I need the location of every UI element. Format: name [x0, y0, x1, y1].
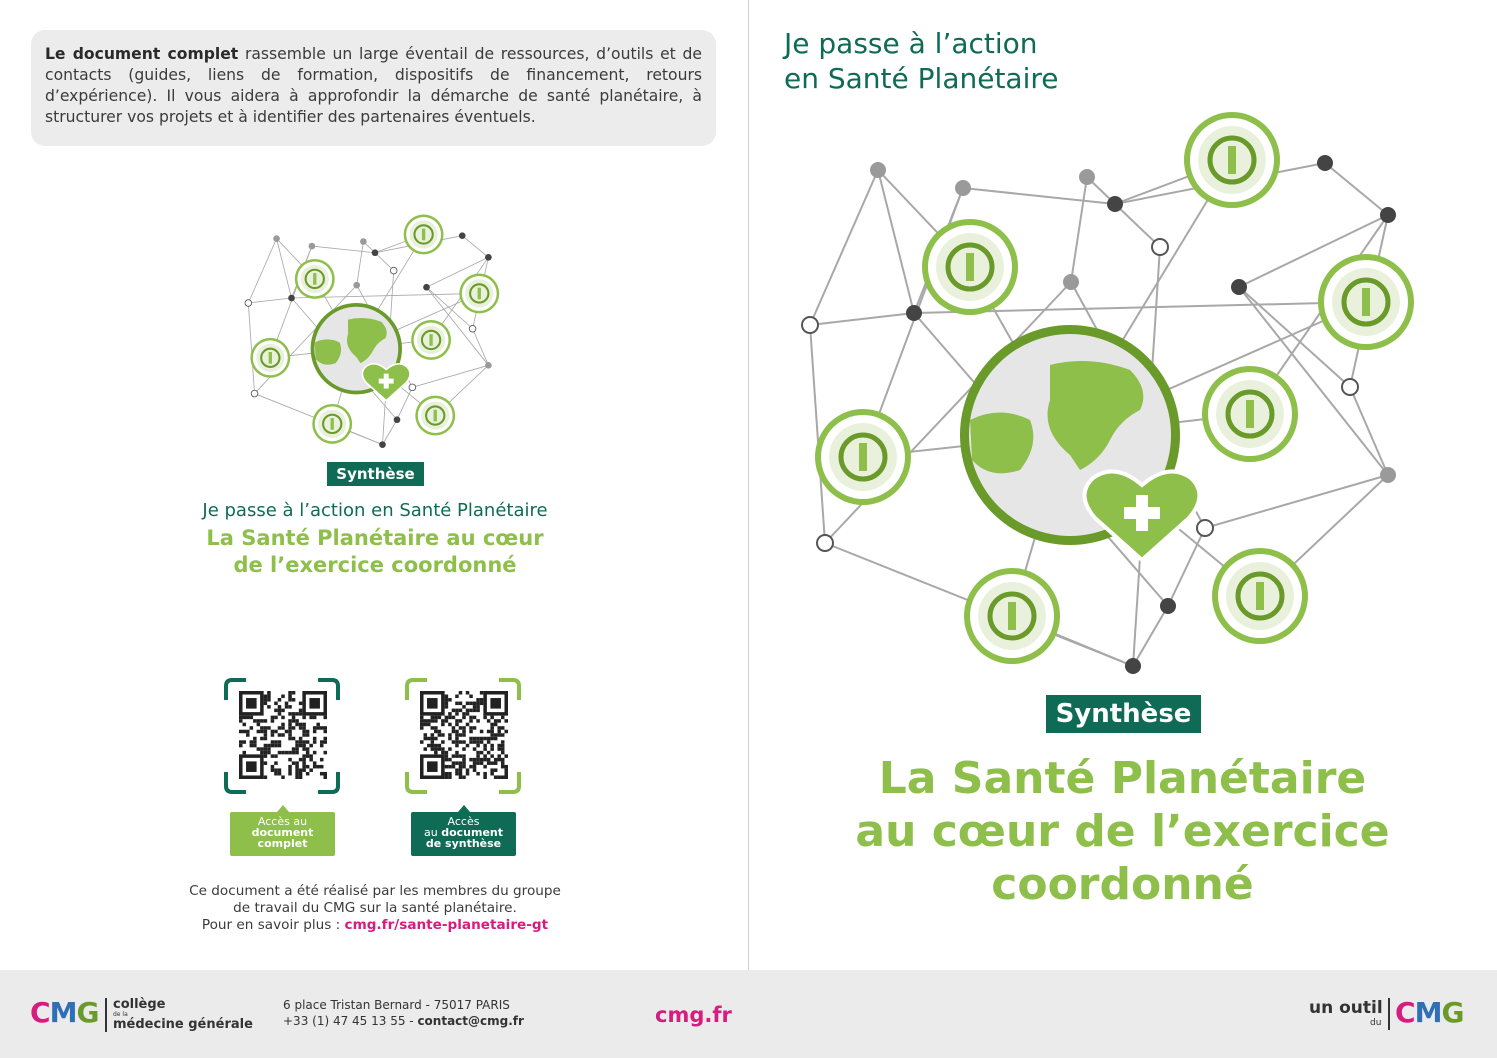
phone-number: +33 (1) 47 45 13 55 - — [283, 1014, 418, 1028]
working-group-link[interactable]: cmg.fr/sante-planetaire-gt — [344, 917, 549, 933]
qr-pattern-icon — [239, 690, 327, 780]
credits-line2: de travail du CMG sur la santé planétaire. — [233, 900, 517, 916]
small-subtitle: Je passe à l’action en Santé Planétaire — [202, 500, 548, 521]
page-divider — [748, 0, 749, 1058]
access-complete-button[interactable] — [230, 812, 335, 856]
access-synthese-line2-prefix: au — [423, 826, 442, 839]
college-line2: médecine générale — [113, 1017, 253, 1032]
right-heading-line1: Je passe à l’action — [784, 27, 1038, 60]
medical-kit-icon — [295, 259, 335, 299]
nature-globe-icon — [815, 409, 911, 505]
intro-body: rassemble un large éventail de ressources, d’outils et de contacts (guides, liens de formation, dispositifs de financement, retours d’expérience). Il vous aidera à approfondir la démarche de santé planétaire, à structurer vos projets et à identifier des partenaires éventuels. — [45, 45, 702, 126]
big-title-line3: coordonné — [991, 859, 1254, 910]
intro-bold: Le document complet — [45, 45, 239, 63]
college-name — [105, 998, 253, 1032]
small-title — [150, 525, 600, 579]
qr-code-complete[interactable] — [222, 676, 342, 796]
access-complete-line1: Accès au — [257, 815, 308, 828]
contact-email-link[interactable]: contact@cmg.fr — [417, 1014, 524, 1028]
cmg-logo — [30, 996, 98, 1029]
footer — [0, 970, 1497, 1058]
stethoscope-icon — [964, 568, 1060, 664]
intro-text — [45, 44, 702, 128]
big-title — [820, 752, 1425, 911]
website-link[interactable]: cmg.fr — [655, 1003, 732, 1027]
tree-globe-icon — [459, 274, 499, 314]
access-complete-line3: complet — [257, 837, 308, 850]
synthese-badge-big: Synthèse — [1046, 695, 1201, 733]
nature-globe-icon — [250, 338, 290, 378]
heart-plus-icon — [1084, 471, 1199, 560]
cmg-logo-g: G — [76, 996, 99, 1029]
big-title-line1: La Santé Planétaire — [878, 753, 1367, 804]
outil-separator — [1388, 998, 1390, 1030]
cmg-logo-g: G — [1441, 996, 1464, 1029]
synthese-badge-small: Synthèse — [327, 462, 424, 486]
outil-du: du — [1370, 1018, 1382, 1028]
credits — [150, 883, 600, 934]
college-tiny: de la — [113, 1011, 128, 1018]
access-synthese-button[interactable] — [411, 812, 516, 856]
access-synthese-line1: Accès — [447, 815, 480, 828]
right-heading — [784, 26, 1059, 96]
cmg-logo-m: M — [1414, 996, 1442, 1029]
right-heading-line2: en Santé Planétaire — [784, 62, 1059, 95]
outil-text: un outil — [1309, 998, 1383, 1018]
big-network-illustration — [790, 100, 1440, 680]
big-title-line2: au cœur de l’exercice — [855, 806, 1390, 857]
small-title-line1: La Santé Planétaire au cœur — [206, 526, 544, 550]
small-network-illustration — [240, 205, 510, 455]
access-synthese-line3: de synthèse — [425, 837, 502, 850]
credits-line3-prefix: Pour en savoir plus : — [201, 917, 345, 933]
medical-kit-icon — [922, 219, 1018, 315]
address-line1: 6 place Tristan Bernard - 75017 PARIS — [283, 998, 510, 1012]
food-icon — [415, 396, 455, 436]
college-line1: collège — [113, 997, 166, 1012]
cmg-logo-m: M — [49, 996, 77, 1029]
access-synthese-line2: document — [441, 826, 503, 839]
small-title-line2: de l’exercice coordonné — [233, 553, 517, 577]
people-icon — [404, 215, 444, 255]
tree-globe-icon — [1318, 254, 1414, 350]
pills-icon — [411, 320, 451, 360]
cmg-logo-right — [1395, 996, 1463, 1029]
pills-icon — [1202, 366, 1298, 462]
qr-code-synthese[interactable] — [403, 676, 523, 796]
cmg-logo-c: C — [30, 996, 50, 1029]
heart-plus-icon — [362, 364, 410, 401]
credits-line1: Ce document a été réalisé par les membres du groupe — [189, 883, 561, 899]
access-complete-line2: document — [251, 826, 314, 839]
qr-pattern-icon — [420, 690, 508, 780]
stethoscope-icon — [312, 404, 352, 444]
people-icon — [1184, 112, 1280, 208]
food-icon — [1212, 548, 1308, 644]
intro-box — [31, 30, 716, 146]
cmg-logo-c: C — [1395, 996, 1415, 1029]
address — [283, 997, 524, 1029]
